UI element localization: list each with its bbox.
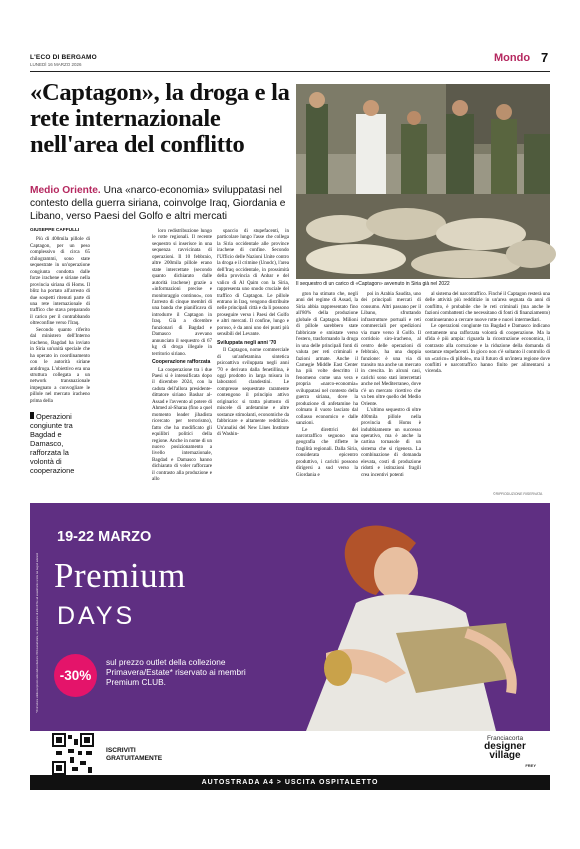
subhead-text: Una «narco-economia» sviluppatasi nel contesto della guerra siriana, coinvolge Iraq, Giordania e Libano, verso Paesi del Golfo e altri mercati [30,185,286,222]
paragraph: poi in Arabia Saudita, uno dei principali mercati di consumo. Altri passano per il Libano, sfruttando infrastrutture portuali e reti commerciali per spedizioni via mare verso il Golfo. Il corridoio siro-iracheno, al centro delle operazioni di febbraio, ha una doppia funzione: è una via di transito ma anche un mercato in crescita. In alcuni casi, carichi sono stati intercettati anche nel Mediterraneo, dove c'è un mercato ricettivo che va ben oltre quello del Medio Oriente. [361,291,421,407]
logo-line-2: designer [484,741,526,752]
ad-directions-bar: AUTOSTRADA A4 > USCITA OSPITALETTO [30,775,550,790]
article-column-6 [425,291,550,486]
dateline: LUNEDÌ 16 MARZO 2026 [30,62,82,67]
subheading: Cooperazione rafforzata [152,359,211,366]
ad-dates: 19-22 MARZO [57,529,152,545]
article-column-1 [30,228,90,408]
article-headline: «Captagon», la droga e la rete internazionale nell'area del conflitto [30,79,290,158]
ad-offer-text: sul prezzo outlet della collezione Primavera/Estate* riservato ai membri Premium CLUB. [106,657,246,687]
section-label: Mondo [494,52,531,64]
header-rule [30,71,550,72]
photo-caption: Il sequestro di un carico di «Captagon» avvenuto in Siria già nel 2022 [296,281,450,287]
page-number: 7 [541,50,549,65]
article-column-4 [296,291,358,486]
discount-badge: -30% [54,654,97,697]
brand-logo [474,735,536,777]
ad-disclaimer: *Promozione valida sui prezzi outlet della collezione Primavera/Estate, su una selezione di articoli fino ad esaurimento scorte nei negozi aderenti [36,553,39,713]
paragraph: al sistema del narcotraffico. Finché il Captagon resterà una delle attività più redditizie in un'area segnata da anni di conflitto, è probabile che le reti criminali (ma anche le fazioni combattenti che necessitano di fonti di finanziamento) continueranno a cercare nuove rotte e nuovi intermediari. [425,291,550,323]
qr-code-icon[interactable] [52,733,94,775]
paragraph: gton ha stimato che, negli anni del regime di Assad, la Siria abbia rappresentato fino all'80% della produzione globale di Captagon. Milioni di pillole sarebbero state fabbricate e smistate verso l'estero, trasformando la droga in una delle principali fonti di valuta per reti criminali e fazioni armate. Anche il Carnegie Middle East Center ha più volte descritto il fenomeno come una vera e propria «narco-economia» sviluppatasi nel contesto della guerra siriana, dove la produzione di anfetamine ha colmato il vuoto lasciato dal collasso economico e dalle sanzioni. [296,291,358,427]
pullquote-text: Operazioni congiunte tra Bagdad e Damasco, rafforzata la volontà di cooperazione [30,412,75,475]
ad-banner [30,503,550,731]
article-subhead [30,184,295,223]
ad-cta[interactable]: ISCRIVITI GRATUITAMENTE [106,747,163,762]
kicker: Medio Oriente. [30,185,101,196]
paragraph: loro redistribuzione lungo le rotte regionali. Il recente sequestro si inserisce in una sequenza ravvicinata di operazioni. Il 10 febbraio, altre 200mila pillole erano state intercettate (secondo quanto dichiarato dalle autorità irachene) grazie a «informazioni precise e monitoraggio continuo», con l'arresto di cinque membri di una banda che pianificava di introdurre il Captagon in Iraq. Già a dicembre funzionari di Bagdad e Damasco avevano annunciato il sequestro di 67 kg di droga illegale in territorio siriano. [152,228,212,357]
article-photo [296,84,550,279]
logo-line-3: village [489,750,521,761]
ad-title: Premium [54,556,186,595]
article-column-3 [217,228,289,438]
article-column-5 [361,291,421,486]
paragraph: Le direttrici del narcotraffico seguono una geografia che riflette le fragilità regionali. Dalla Siria, considerata epicentro produttivo, i carichi possono dirigersi a sud verso la Giordania e [296,426,358,478]
masthead: L'ECO DI BERGAMO [30,54,97,61]
ad-subtitle: DAYS [57,602,136,630]
pullquote [30,412,92,475]
seizure-photo-illustration [296,84,550,279]
paragraph: La cooperazione tra i due Paesi si è intensificata dopo il dicembre 2024, con la caduta dell'allora presidente-dittatore siriano Bashar al-Assad e l'avvento al potere di Ahmed al-Sharaa (fino a quel momento leader jihadista ricercato per terrorismo), fatto che ha modificato gli equilibri politici della regione. Anche in nome di un nuovo posizionamento a livello internazionale, Bagdad e Damasco hanno dichiarato di voler rafforzare il contrasto alla produzione e allo [152,366,212,483]
advertisement[interactable] [30,503,550,790]
pullquote-bar [30,412,34,419]
article-column-2 [152,228,212,483]
paragraph: Secondo quanto riferito dal ministero dell'Interno iracheno, Bagdad ha inviato in Siria un'unità speciale che ha operato in coordinamento con le autorità siriane antidroga. L'obiettivo era una struttura collegata a un network transnazionale impegnato a convogliare le pillole nel mercato iracheno prima della [30,326,90,404]
paragraph: Il Captagon, nome commerciale di un'anfetamina sintetica psicoattiva sviluppata negli anni '70 e derivato dalla fenetillina, è oggi prodotto in larga misura in laboratori clandestini. Le compresse sequestrate raramente contengono il principio attivo originario: si tratta piuttosto di miscele di anfetamine e altre sostanze stimolanti, economiche da fabbricare e altamente redditizie. Un'analisi del New Lines Institute di Washin- [217,347,289,438]
paragraph: L'ultimo sequestro di oltre 400mila pillole nella provincia di Homs è indubbiamente un successo operativo, ma è anche la cartina tornasole di un sistema che si rigenera. La combinazione di domanda elevata, costi di produzione ridotti e istituzioni fragili crea incentivi potenti [361,407,421,478]
subheading: Sviluppata negli anni '70 [217,339,277,346]
logo-brand: FREY [525,763,536,768]
model-photo-illustration [266,503,550,731]
copyright-notice: ©RIPRODUZIONE RISERVATA [493,492,543,496]
paragraph: spaccio di stupefacenti, in particolare lungo l'asse che collega la Siria occidentale alle province irachene di confine. Secondo l'Ufficio delle Nazioni Unite contro la droga e il crimine (Unodc), l'area dell'Iraq occidentale, in prossimità della provincia di Anbar e del valico di Al Qaim con la Siria, rappresenta uno snodo cruciale del traffico di Captagon. Le pillole entrano in Iraq, vengono distribuite nelle principali città e da lì possono proseguire verso i Paesi del Golfo e altri mercati. Il confine, lungo e poroso, è da anni uno dei punti più sensibili del Levante. [217,228,289,338]
paragraph: Più di 400mila pillole di Captagon, per un peso complessivo di circa 65 chilogrammi, sono state sequestrate in un'operazione congiunta condotta dalle forze irachene e siriane nella provincia siriana di Homs. Il blitz ha portato all'arresto di due sospetti ritenuti parte di una rete internazionale di traffico che stava preparando il carico per il contrabbando oltreconfine verso l'Iraq. [30,236,90,327]
logo-line-1: Franciacorta [486,735,524,742]
author-name: GIUSEPPE CAFFULLI [30,228,80,233]
paragraph: Le operazioni congiunte tra Bagdad e Damasco indicano certamente una rafforzata volontà di cooperazione. Ma la sfida è più ampia: riguarda la ricostruzione economica, il contrasto alla corruzione e la riduzione della domanda di sostanze stupefacenti. In gioco non c'è soltanto il controllo di un «carico» di pillole», ma il futuro di un'intera regione dove conflitti e narcotraffico hanno finito per alimentarsi a vicenda. [425,323,550,375]
